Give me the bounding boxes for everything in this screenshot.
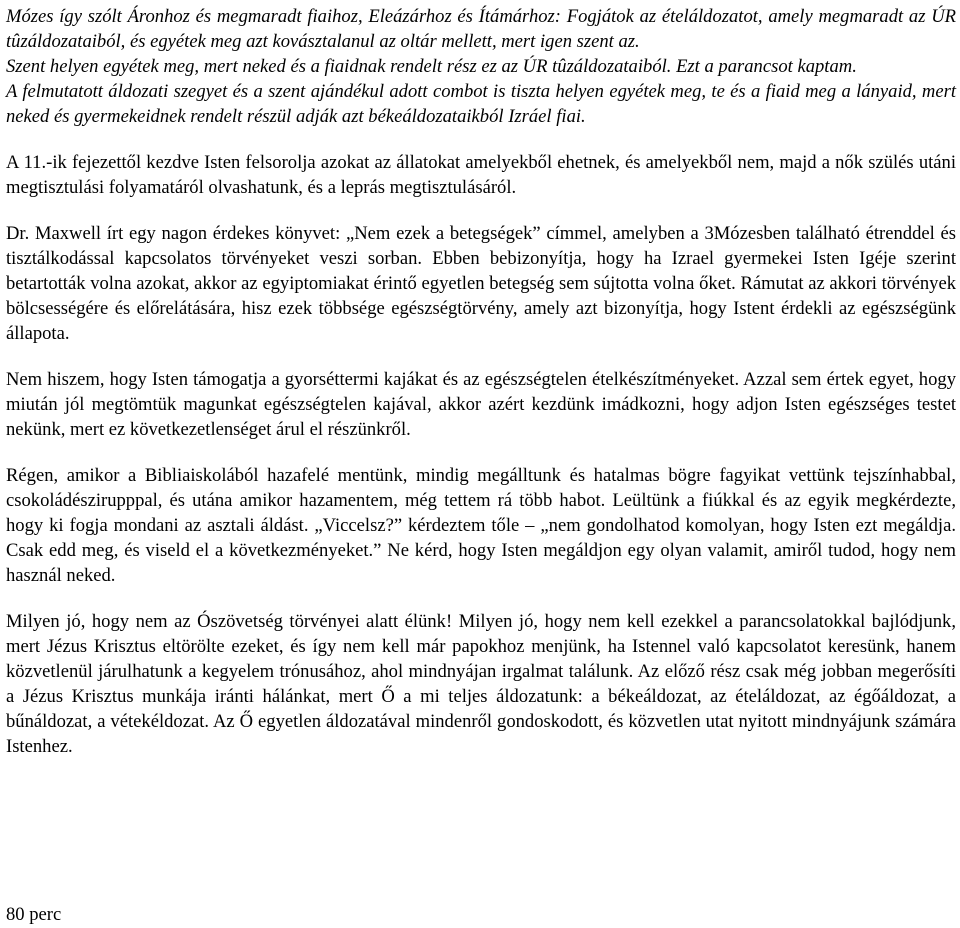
paragraph-fast-food: Nem hiszem, hogy Isten támogatja a gyorséttermi kajákat és az egészségtelen ételkészítményeket. Azzal sem értek egyet, hogy miután jól megtömtük magunkat egészségtelen kajával, akkor azért kezdünk imádkozni, hogy adjon Isten egészséges testet nekünk, mert ez következetlenséget árul el részünkről. <box>6 369 956 440</box>
scripture-verse-3: A felmutatott áldozati szegyet és a szent ajándékul adott combot is tiszta helyen egyétek meg, te és a fiaid meg a lányaid, mert neked és gyermekeidnek rendelt részül adják azt békeáldozataikból Izráel fiai. <box>6 81 956 127</box>
reading-time-label: 80 perc <box>6 904 62 925</box>
paragraph-bible-school: Régen, amikor a Bibliaiskolából hazafelé mentünk, mindig megálltunk és hatalmas bögre fagyikat vettünk tejszínhabbal, csokoládészirupppal, és utána amikor hazamentem, még tettem rá több habot. Leültünk a fiúkkal és az egyik megkérdezte, hogy ki fogja mondani az asztali áldást. „Viccelsz?” kérdeztem tőle – „nem gondolhatod komolyan, hogy Isten ezt megáldja. Csak edd meg, és viseld el a következményeket.” Ne kérd, hogy Isten megáldjon egy olyan valamit, amiről tudod, hogy nem használ neked. <box>6 465 956 586</box>
paragraph-chapter-11: A 11.-ik fejezettől kezdve Isten felsorolja azokat az állatokat amelyekből ehetnek, és amelyekből nem, majd a nők szülés utáni megtisztulási folyamatáról olvashatunk, és a leprás megtisztulásáról. <box>6 152 956 198</box>
scripture-verse-1: Mózes így szólt Áronhoz és megmaradt fiaihoz, Eleázárhoz és Ítámárhoz: Fogjátok az ételáldozatot, amely megmaradt az ÚR tûzáldozataiból, és egyétek meg azt kovásztalanul az oltár mellett, mert igen szent az. <box>6 6 956 52</box>
scripture-verse-2: Szent helyen egyétek meg, mert neked és a fiaidnak rendelt rész ez az ÚR tûzáldozataiból. Ezt a parancsot kaptam. <box>6 56 857 77</box>
document-page <box>6 0 956 759</box>
paragraph-maxwell-book: Dr. Maxwell írt egy nagon érdekes könyvet: „Nem ezek a betegségek” címmel, amelyben a 3Mózesben található étrenddel és tisztálkodással kapcsolatos törvényeket veszi sorban. Ebben bebizonyítja, hogy ha Izrael gyermekei Isten Igéje szerint betartották volna azokat, akkor az egyiptomiakat érintő egyetlen betegség sem sújtotta volna őket. Rámutat az akkori törvények bölcsességére és előrelátására, hisz ezek többsége egészségtörvény, amely azt bizonyítja, hogy Istent érdekli az egészségünk állapota. <box>6 223 956 344</box>
scripture-quote <box>6 4 956 129</box>
paragraph-old-testament: Milyen jó, hogy nem az Ószövetség törvényei alatt élünk! Milyen jó, hogy nem kell ezekkel a parancsolatokkal bajlódjunk, mert Jézus Krisztus eltörölte ezeket, és így nem kell már papokhoz menjünk, ha Istennel való kapcsolatot keresünk, hanem közvetlenül járulhatunk a kegyelem trónusához, ahol mindnyájan irgalmat találunk. Az előző rész csak még jobban megerősíti a Jézus Krisztus munkája iránti hálánkat, mert Ő a mi teljes áldozatunk: a békeáldozat, az ételáldozat, az égőáldozat, a bűnáldozat, a vétekéldozat. Az Ő egyetlen áldozatával mindenről gondoskodott, és közvetlen utat nyitott mindnyájunk számára Istenhez. <box>6 611 956 757</box>
